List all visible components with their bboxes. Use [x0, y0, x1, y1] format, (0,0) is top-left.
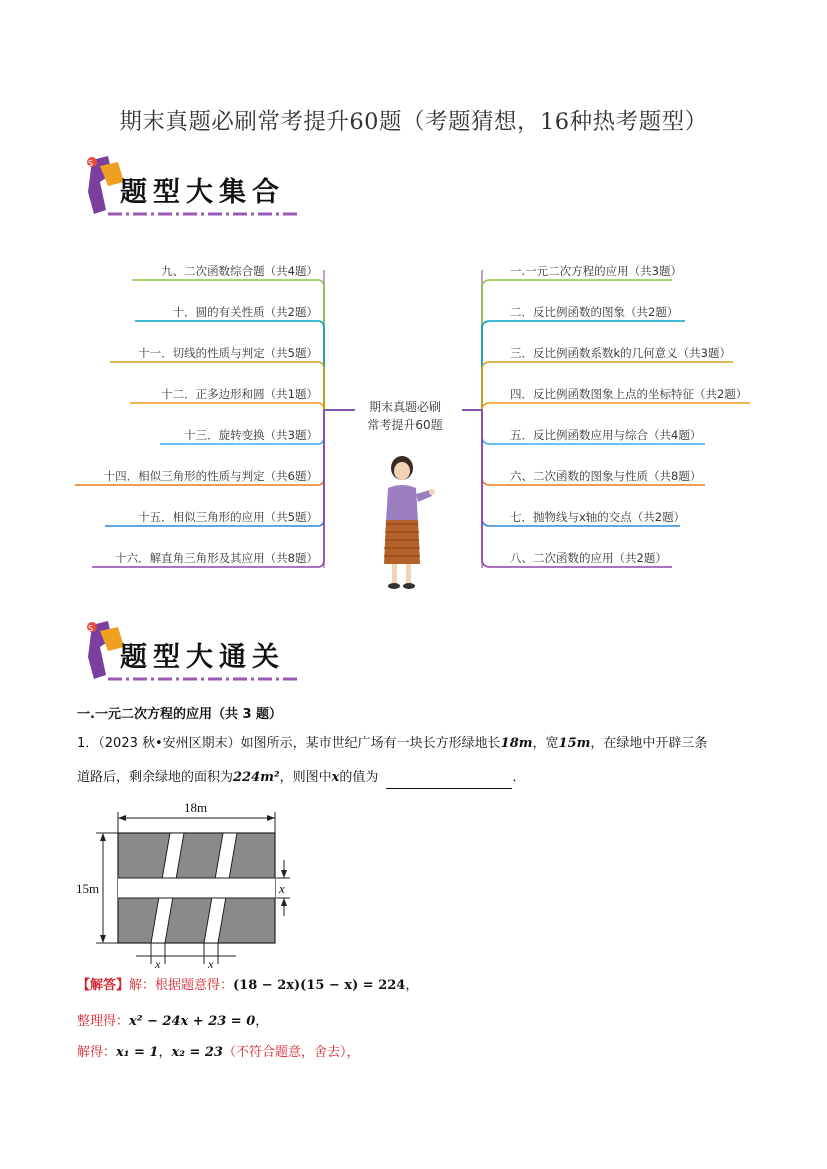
mindmap-right-node: 三．反比例函数系数k的几何意义（共3题）: [510, 346, 731, 360]
mindmap-left-node: 九、二次函数综合题（共4题）: [161, 264, 318, 278]
mindmap-left-node: 十四．相似三角形的性质与判定（共6题）: [103, 469, 318, 483]
svg-text:S: S: [88, 624, 94, 633]
figure-x-label-bottom-2: x: [208, 957, 214, 970]
mindmap-left-node: 十三．旋转变换（共3题）: [184, 428, 318, 442]
figure-road-overlay: [118, 878, 275, 898]
mindmap-right-node: 四．反比例函数图象上点的坐标特征（共2题）: [510, 387, 748, 401]
answer-line2: [77, 1011, 268, 1033]
answer-math: (18 − 2x)(15 − x) = 224: [233, 978, 406, 993]
mindmap-center-line1: 期末真题必刷: [368, 400, 441, 414]
q1-text: ，宽: [532, 736, 559, 751]
q1-text: ，则图中: [279, 770, 332, 785]
mindmap-left-node: 十．圆的有关性质（共2题）: [172, 305, 318, 319]
section-banner-collection: [78, 152, 318, 232]
mindmap-center-line2: 常考提升60题: [367, 418, 443, 432]
q1-math: x: [331, 770, 340, 785]
mindmap-right-node: 六、二次函数的图象与性质（共8题）: [510, 469, 702, 483]
document-title: 期末真题必刷常考提升60题（考题猜想，16种热考题型）: [119, 109, 708, 135]
mindmap-right-node: 八、二次函数的应用（共2题）: [510, 551, 667, 565]
teacher-figure-icon: [372, 454, 442, 594]
q1-text: ，在绿地中开辟三条: [590, 736, 708, 751]
answer-line3: [77, 1042, 359, 1064]
banner-title: 题型大集合: [120, 177, 285, 208]
answer-math: x₂ = 23: [171, 1045, 223, 1060]
mindmap-left-node: 十五．相似三角形的应用（共5题）: [138, 510, 318, 524]
mindmap-right-branch: [462, 403, 750, 411]
q1-text: 1．（2023 秋•安州区期末）如图所示，某市世纪广场有一块长方形绿地长: [77, 736, 501, 751]
q1-math: 15m: [558, 736, 591, 751]
section-banner-practice: [78, 617, 318, 697]
figure-x-label-right: x: [279, 881, 285, 896]
answer-tag: 【解答】: [77, 978, 130, 993]
answer-text: ，: [158, 1045, 172, 1060]
answer-line1: [77, 975, 418, 997]
mindmap-left-node: 十六．解直角三角形及其应用（共8题）: [115, 551, 318, 565]
question-1-line2: [77, 767, 525, 789]
mindmap-left-node: 十二．正多边形和圆（共1题）: [161, 387, 318, 401]
answer-text: 解：根据题意得：: [129, 978, 234, 993]
answer-math: x₁ = 1: [116, 1045, 159, 1060]
mindmap-left-branch: [130, 403, 355, 411]
mindmap-right-node: 五．反比例函数应用与综合（共4题）: [510, 428, 702, 442]
section-heading: 一.一元二次方程的应用（共 3 题）: [77, 707, 283, 722]
mindmap-center: [355, 398, 455, 434]
figure-width-label: 18m: [184, 800, 208, 815]
svg-text:S: S: [88, 159, 94, 168]
q1-text: 的值为: [339, 770, 379, 785]
answer-note: （不符合题意，舍去），: [222, 1045, 360, 1060]
q1-text: ．: [512, 770, 526, 785]
mindmap-right-node: 二．反比例函数的图象（共2题）: [510, 305, 679, 319]
mindmap-right-node: 一.一元二次方程的应用（共3题）: [510, 264, 682, 278]
mindmap-left-node: 十一．切线的性质与判定（共5题）: [138, 346, 318, 360]
q1-math: 18m: [500, 736, 533, 751]
banner-title: 题型大通关: [120, 642, 285, 673]
answer-blank[interactable]: [386, 774, 512, 789]
figure-x-label-bottom-1: x: [155, 957, 161, 970]
question-1-figure: [76, 798, 306, 970]
answer-text: ，: [405, 978, 419, 993]
answer-text: ，: [255, 1014, 269, 1029]
answer-text: 解得：: [77, 1045, 117, 1060]
question-1-line1: [77, 733, 707, 755]
mindmap-right-node: 七．抛物线与x轴的交点（共2题）: [510, 510, 686, 524]
q1-math: 224m²: [233, 770, 280, 785]
answer-text: 整理得：: [77, 1014, 130, 1029]
answer-math: x² − 24x + 23 = 0: [129, 1014, 256, 1029]
q1-text: 道路后，剩余绿地的面积为: [77, 770, 234, 785]
figure-height-label: 15m: [76, 881, 100, 896]
